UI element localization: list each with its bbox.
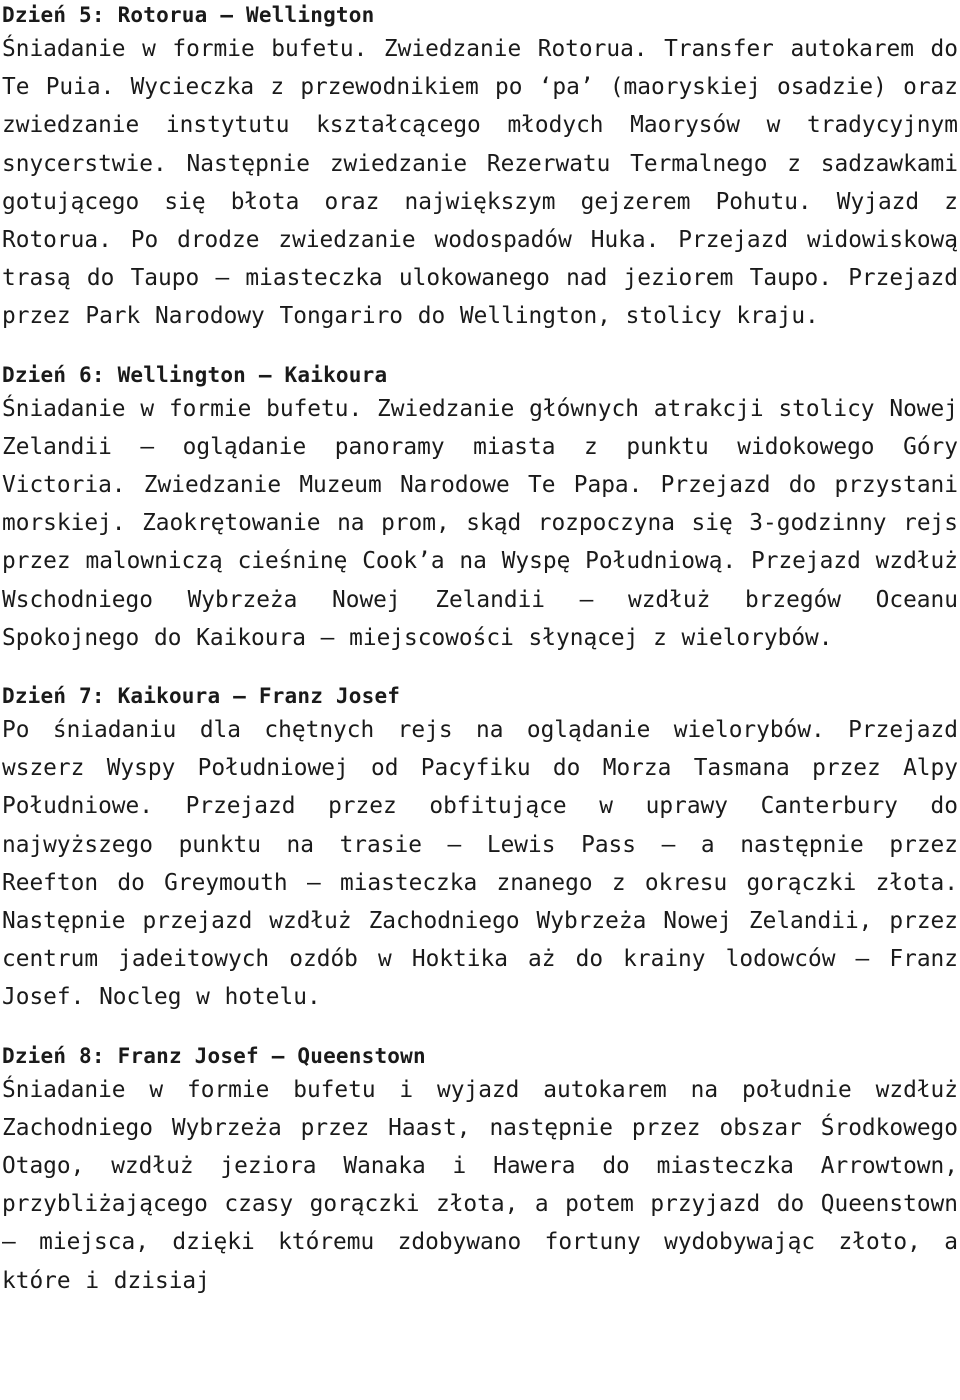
day-7-title: Dzień 7: Kaikoura – Franz Josef <box>2 684 401 709</box>
section-spacer <box>2 1017 958 1041</box>
day-5-section <box>2 0 958 336</box>
day-6-title: Dzień 6: Wellington – Kaikoura <box>2 362 388 387</box>
day-5-description: Śniadanie w formie bufetu. Zwiedzanie Rotorua. Transfer autokarem do Te Puia. Wycieczka z przewodnikiem po ‘pa’ (maoryskiej osadzie) oraz zwiedzanie instytutu kształcącego młodych Maorysów w tradycyjnym snycerstwie. Następnie zwiedzanie Rezerwatu Termalnego z sadzawkami gotującego się błota oraz największym gejzerem Pohutu. Wyjazd z Rotorua. Po drodze zwiedzanie wodospadów Huka. Przejazd widowiskową trasą do Taupo – miasteczka ulokowanego nad jeziorem Taupo. Przejazd przez Park Narodowy Tongariro do Wellington, stolicy kraju. <box>2 36 958 330</box>
section-spacer <box>2 657 958 681</box>
section-spacer <box>2 336 958 360</box>
day-6-section <box>2 360 958 657</box>
itinerary-document <box>2 0 958 1300</box>
day-8-title: Dzień 8: Franz Josef – Queenstown <box>2 1043 426 1068</box>
day-7-description: Po śniadaniu dla chętnych rejs na oglądanie wielorybów. Przejazd wszerz Wyspy Południowej od Pacyfiku do Morza Tasmana przez Alpy Południowe. Przejazd przez obfitujące w uprawy Canterbury do najwyższego punktu na trasie – Lewis Pass – a następnie przez Reefton do Greymouth – miasteczka znanego z okresu gorączki złota. Następnie przejazd wzdłuż Zachodniego Wybrzeża Nowej Zelandii, przez centrum jadeitowych ozdób w Hoktika aż do krainy lodowców – Franz Josef. Nocleg w hotelu. <box>2 717 958 1011</box>
day-7-section <box>2 681 958 1017</box>
day-8-section <box>2 1041 958 1300</box>
day-8-description: Śniadanie w formie bufetu i wyjazd autokarem na południe wzdłuż Zachodniego Wybrzeża przez Haast, następnie przez obszar Środkowego Otago, wzdłuż jeziora Wanaka i Hawera do miasteczka Arrowtown, przybliżającego czasy gorączki złota, a potem przyjazd do Queenstown – miejsca, dzięki któremu zdobywano fortuny wydobywając złoto, a które i dzisiaj <box>2 1076 958 1294</box>
day-6-description: Śniadanie w formie bufetu. Zwiedzanie głównych atrakcji stolicy Nowej Zelandii – oglądanie panoramy miasta z punktu widokowego Góry Victoria. Zwiedzanie Muzeum Narodowe Te Papa. Przejazd do przystani morskiej. Zaokrętowanie na prom, skąd rozpoczyna się 3-godzinny rejs przez malowniczą cieśninę Cook’a na Wyspę Południową. Przejazd wzdłuż Wschodniego Wybrzeża Nowej Zelandii – wzdłuż brzegów Oceanu Spokojnego do Kaikoura – miejscowości słynącej z wielorybów. <box>2 395 958 651</box>
day-5-title: Dzień 5: Rotorua – Wellington <box>2 3 375 27</box>
